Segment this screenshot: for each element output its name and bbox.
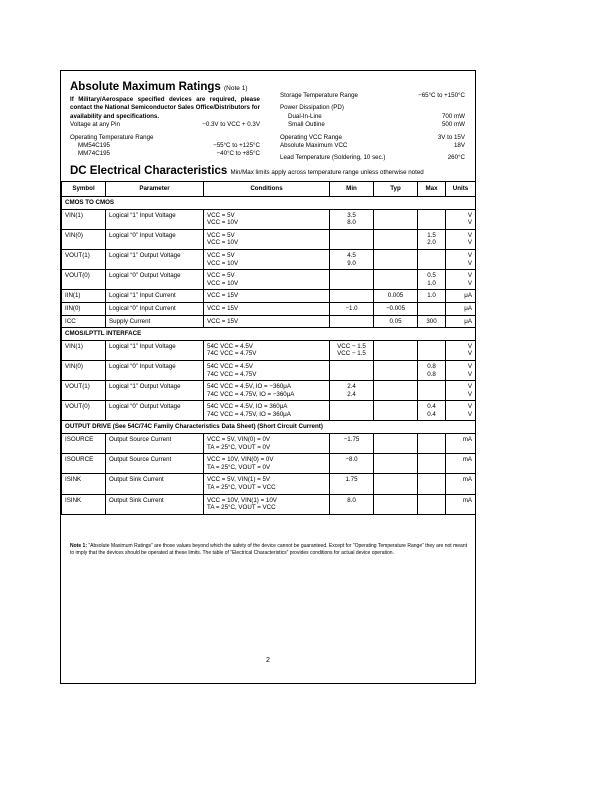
min-cell: −1.75 [330,434,374,454]
section-title: OUTPUT DRIVE (See 54C/74C Family Characteristics Data Sheet) (Short Circuit Current) [62,421,476,434]
parameter-cell: Output Source Current [106,434,204,454]
min-cell [330,270,374,290]
parameter-cell: Logical “1” Output Voltage [106,381,204,401]
dc-title-text: DC Electrical Characteristics [70,165,228,177]
min-cell: 1.75 [330,474,374,494]
parameter-cell: Output Source Current [106,454,204,474]
table-row [62,454,476,474]
parameter-cell: Logical “1” Input Voltage [106,209,204,229]
table-row [62,229,476,249]
max-cell [418,454,446,474]
column-header: Min [330,182,374,197]
column-header: Symbol [62,182,106,197]
mm54-label: MM54C195 [78,142,110,150]
max-cell [418,209,446,229]
absvcc-label: Absolute Maximum VCC [280,142,348,150]
symbol-cell: VIN(0) [62,229,106,249]
units-cell: mA [446,434,476,454]
symbol-cell: VOUT(1) [62,381,106,401]
max-cell [418,494,446,514]
symbol-cell: VOUT(1) [62,249,106,269]
voltage-value: −0.3V to VCC + 0.3V [202,121,260,129]
symbol-cell: VIN(1) [62,209,106,229]
typ-cell: −0.005 [374,302,418,315]
units-cell: mA [446,494,476,514]
max-cell [418,381,446,401]
symbol-cell: VOUT(0) [62,401,106,421]
so-row [280,121,465,129]
section-row [62,197,476,210]
column-header: Typ [374,182,418,197]
symbol-cell: ISINK [62,494,106,514]
units-cell: V V [446,401,476,421]
max-cell [418,249,446,269]
mm54-row [70,142,260,150]
conditions-cell: VCC = 5V VCC = 10V [204,270,330,290]
conditions-cell: 54C VCC = 4.5V, IO = −360μA 74C VCC = 4.75V, IO = −360μA [204,381,330,401]
typ-cell [374,401,418,421]
symbol-cell: ISOURCE [62,434,106,454]
units-cell: mA [446,454,476,474]
units-cell: V V [446,209,476,229]
units-cell: μA [446,302,476,315]
table-row [62,360,476,380]
mm74-row [70,150,260,158]
typ-cell [374,270,418,290]
dip-value: 700 mW [441,112,465,120]
parameter-cell: Logical “0” Input Voltage [106,360,204,380]
typ-cell [374,229,418,249]
symbol-cell: ISINK [62,474,106,494]
max-cell [418,434,446,454]
max-cell [418,474,446,494]
table-row [62,209,476,229]
min-cell [330,360,374,380]
table-row [62,315,476,328]
max-cell: 0.8 0.8 [418,360,446,380]
note-text: “Absolute Maximum Ratings” are those values beyond which the safety of the device cannot be guaranteed. Except for “Operating Temperature Range” they are not meant to imply that the devices should be operated at these limits. The table of “Electrical Characteristics” provides conditions for actual device operation. [70,543,468,556]
mm74-value: −40°C to +85°C [216,150,260,158]
opvcc-row [280,134,465,142]
column-header: Conditions [204,182,330,197]
table-row [62,270,476,290]
typ-cell [374,340,418,360]
mm54-value: −55°C to +125°C [213,142,260,150]
lead-row [280,154,465,162]
max-cell [418,302,446,315]
table-row [62,340,476,360]
amr-note-ref: (Note 1) [224,85,248,92]
section-row [62,328,476,341]
typ-cell: 0.005 [374,290,418,303]
conditions-cell: VCC = 5V VCC = 10V [204,209,330,229]
typ-cell [374,474,418,494]
parameter-cell: Logical “0” Input Current [106,302,204,315]
typ-cell [374,434,418,454]
storage-value: −65°C to +150°C [418,92,465,99]
units-cell: V V [446,270,476,290]
units-cell: μA [446,315,476,328]
symbol-cell: IIN(0) [62,302,106,315]
max-cell: 1.5 2.0 [418,229,446,249]
min-cell: −8.0 [330,454,374,474]
parameter-cell: Logical “0” Output Voltage [106,270,204,290]
max-cell: 1.0 [418,290,446,303]
parameter-cell: Output Sink Current [106,494,204,514]
min-cell: 2.4 2.4 [330,381,374,401]
symbol-cell: VIN(0) [62,360,106,380]
amr-title [70,80,260,96]
table-row [62,302,476,315]
opvcc-value: 3V to 15V [437,133,465,141]
min-cell [330,315,374,328]
conditions-cell: VCC = 5V VCC = 10V [204,249,330,269]
conditions-cell: VCC = 10V, VIN(0) = 0V TA = 25°C, VOUT = 0V [204,454,330,474]
so-label: Small Outline [288,121,325,129]
parameter-cell: Output Sink Current [106,474,204,494]
column-header: Units [446,182,476,197]
column-header: Parameter [106,182,204,197]
typ-cell: 0.05 [374,315,418,328]
table-row [62,290,476,303]
units-cell: V V [446,249,476,269]
dip-row [280,113,465,121]
parameter-cell: Logical “1” Input Voltage [106,340,204,360]
conditions-cell: VCC = 5V, VIN(0) = 0V TA = 25°C, VOUT = 0V [204,434,330,454]
table-row [62,249,476,269]
min-cell: 3.5 8.0 [330,209,374,229]
mm74-label: MM74C195 [78,150,110,158]
symbol-cell: VOUT(0) [62,270,106,290]
symbol-cell: ISOURCE [62,454,106,474]
column-header: Max [418,182,446,197]
storage-label: Storage Temperature Range [280,92,358,99]
symbol-cell: IIN(1) [62,290,106,303]
dip-label: Dual-In-Line [288,112,322,120]
typ-cell [374,454,418,474]
max-cell: 0.4 0.4 [418,401,446,421]
parameter-cell: Logical “0” Output Voltage [106,401,204,421]
conditions-cell: VCC = 15V [204,290,330,303]
typ-cell [374,381,418,401]
conditions-cell: 54C VCC = 4.5V 74C VCC = 4.75V [204,360,330,380]
max-cell: 0.5 1.0 [418,270,446,290]
min-cell [330,229,374,249]
table-row [62,474,476,494]
note-label: Note 1: [70,543,87,549]
dc-table [61,181,476,515]
conditions-cell: VCC = 10V, VIN(1) = 10V TA = 25°C, VOUT = VCC [204,494,330,514]
parameter-cell: Logical “1” Output Voltage [106,249,204,269]
table-row [62,434,476,454]
typ-cell [374,494,418,514]
symbol-cell: ICC [62,315,106,328]
dc-subtitle: Min/Max limits apply across temperature range unless otherwise noted [230,169,424,176]
min-cell [330,290,374,303]
voltage-label: Voltage at any Pin [70,121,120,129]
typ-cell [374,249,418,269]
amr-title-text: Absolute Maximum Ratings [70,81,221,93]
note-1 [70,543,467,556]
opvcc-label: Operating VCC Range [280,133,342,141]
section-title: CMOS/LPTTL INTERFACE [62,328,476,341]
conditions-cell: VCC = 5V VCC = 10V [204,229,330,249]
table-body [62,197,476,515]
optemp-label: Operating Temperature Range [70,133,154,141]
units-cell: V V [446,229,476,249]
min-cell: 4.5 9.0 [330,249,374,269]
parameter-cell: Supply Current [106,315,204,328]
section-title: CMOS TO CMOS [62,197,476,210]
units-cell: μA [446,290,476,303]
units-cell: V V [446,360,476,380]
typ-cell [374,360,418,380]
typ-cell [374,209,418,229]
dc-title [70,165,424,177]
absvcc-value: 18V [453,142,465,150]
conditions-cell: 54C VCC = 4.5V, IO = 360μA 74C VCC = 4.75V, IO = 360μA [204,401,330,421]
so-value: 500 mW [441,121,465,129]
table-row [62,381,476,401]
lead-label: Lead Temperature (Soldering, 10 sec.) [280,154,386,162]
min-cell: VCC − 1.5 VCC − 1.5 [330,340,374,360]
max-cell [418,340,446,360]
units-cell: mA [446,474,476,494]
page-number: 2 [266,657,270,664]
table-row [62,401,476,421]
min-cell: 8.0 [330,494,374,514]
voltage-row [70,121,260,129]
absvcc-row [280,142,465,150]
symbol-cell: VIN(1) [62,340,106,360]
table-header [62,182,476,197]
parameter-cell: Logical “0” Input Voltage [106,229,204,249]
storage-row [280,92,465,100]
min-cell [330,401,374,421]
parameter-cell: Logical “1” Input Current [106,290,204,303]
lead-value: 260°C [447,154,465,162]
section-row [62,421,476,434]
conditions-cell: VCC = 15V [204,315,330,328]
absolute-max-ratings-left [70,80,260,159]
conditions-cell: VCC = 5V, VIN(1) = 5V TA = 25°C, VOUT = VCC [204,474,330,494]
units-cell: V V [446,340,476,360]
min-cell: −1.0 [330,302,374,315]
max-cell: 300 [418,315,446,328]
table-row [62,494,476,514]
conditions-cell: 54C VCC = 4.5V 74C VCC = 4.75V [204,340,330,360]
units-cell: V V [446,381,476,401]
amr-warning: If Military/Aerospace specified devices are required, please contact the National Semiconductor Sales Office/Distributors for availability and specifications. [70,96,260,120]
power-label: Power Dissipation (PD) [280,104,344,112]
absolute-max-ratings-right [280,92,465,163]
conditions-cell: VCC = 15V [204,302,330,315]
